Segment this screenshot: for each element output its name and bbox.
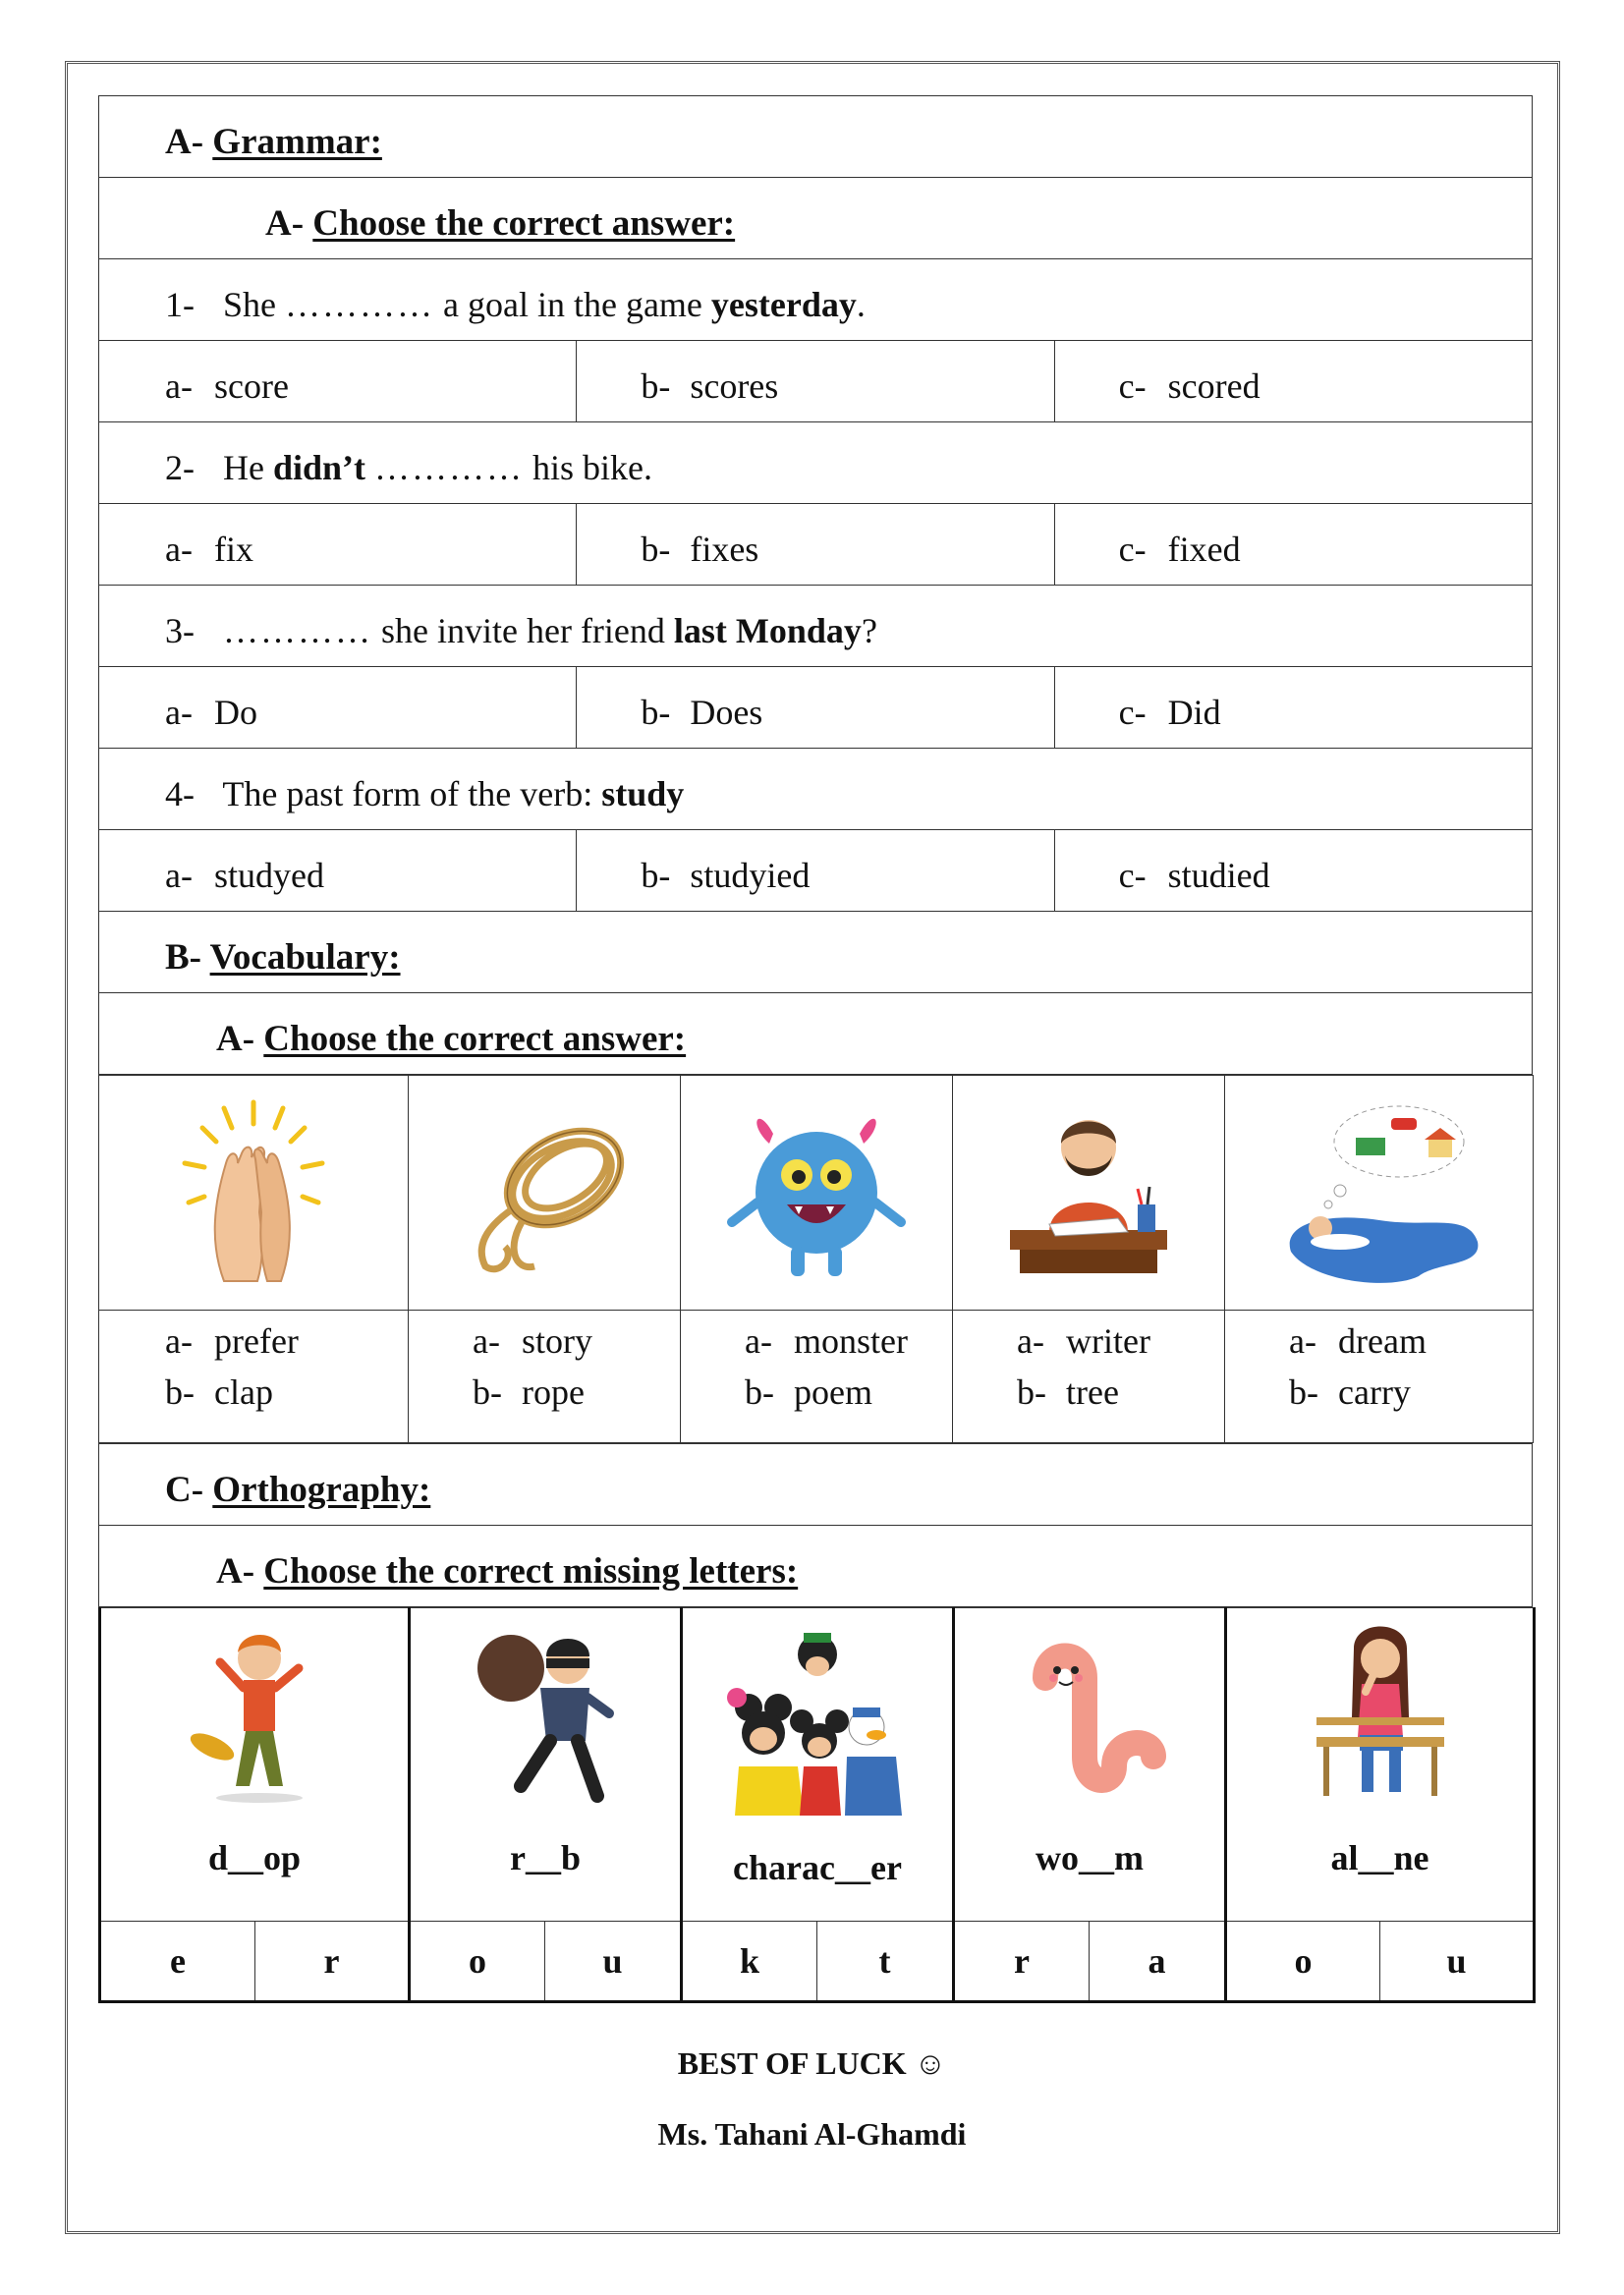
vocab-3-option-a[interactable]: a- monster xyxy=(745,1321,908,1361)
q4-option-a[interactable]: a- studyed xyxy=(165,856,324,896)
robber-icon xyxy=(462,1619,629,1816)
vocab-2-option-b[interactable]: b- rope xyxy=(473,1372,585,1412)
worm-icon xyxy=(1006,1619,1173,1816)
vocab-options-3 xyxy=(682,1312,951,1441)
vocab-1-option-a[interactable]: a- prefer xyxy=(165,1321,299,1361)
boy-dropping-icon xyxy=(171,1619,338,1816)
ortho-item-1 xyxy=(100,1608,410,1922)
vocab-1-option-b[interactable]: b- clap xyxy=(165,1372,273,1412)
ortho-word-3: charac__er xyxy=(733,1848,902,1887)
q4-option-c[interactable]: c- studied xyxy=(1118,856,1270,896)
ortho-item-2 xyxy=(410,1608,682,1922)
vocab-options-1 xyxy=(100,1312,407,1441)
ortho-1-choice-2[interactable]: r xyxy=(255,1922,410,2002)
best-of-luck: BEST OF LUCK ☺ xyxy=(677,2045,947,2081)
question-4: 4- The past form of the verb: study xyxy=(165,774,685,814)
ortho-2-choice-1[interactable]: o xyxy=(410,1922,545,2002)
dream-icon xyxy=(1271,1094,1487,1291)
girl-alone-icon xyxy=(1297,1619,1464,1816)
ortho-4-choice-1[interactable]: r xyxy=(954,1922,1090,2002)
q3-option-c[interactable]: c- Did xyxy=(1118,693,1221,733)
q2-option-a[interactable]: a- fix xyxy=(165,530,253,570)
smiley-icon: ☺ xyxy=(914,2045,947,2081)
orthography-heading: C- Orthography: xyxy=(165,1469,431,1510)
ortho-5-choice-1[interactable]: o xyxy=(1226,1922,1380,2002)
vocab-options-4 xyxy=(954,1312,1223,1441)
vocab-picture-rope xyxy=(409,1076,681,1311)
vocabulary-subheading: A- Choose the correct answer: xyxy=(216,1018,687,1059)
ortho-item-3 xyxy=(682,1608,954,1922)
question-3: 3- ………… she invite her friend last Monday? xyxy=(165,611,877,651)
question-2: 2- He didn’t ………… his bike. xyxy=(165,448,653,488)
vocab-3-option-b[interactable]: b- poem xyxy=(745,1372,872,1412)
ortho-word-2: r__b xyxy=(510,1838,581,1877)
ortho-4-choice-2[interactable]: a xyxy=(1090,1922,1226,2002)
q3-option-b[interactable]: b- Does xyxy=(641,693,763,733)
q3-option-a[interactable]: a- Do xyxy=(165,693,257,733)
question-1: 1- She ………… a goal in the game yesterday. xyxy=(165,285,866,325)
ortho-word-5: al__ne xyxy=(1330,1838,1429,1877)
monster-icon xyxy=(718,1094,915,1291)
writer-icon xyxy=(990,1094,1187,1291)
ortho-item-5 xyxy=(1226,1608,1535,1922)
cartoon-characters-icon xyxy=(709,1619,925,1825)
ortho-item-4 xyxy=(954,1608,1226,1922)
vocab-picture-dream xyxy=(1225,1076,1534,1311)
orthography-subheading: A- Choose the correct missing letters: xyxy=(216,1550,799,1592)
grammar-subheading: A- Choose the correct answer: xyxy=(265,202,736,244)
q1-option-a[interactable]: a- score xyxy=(165,366,289,407)
worksheet xyxy=(98,95,1533,2003)
q1-option-c[interactable]: c- scored xyxy=(1118,366,1260,407)
vocab-options-2 xyxy=(410,1312,679,1441)
ortho-word-1: d__op xyxy=(207,1838,302,1877)
grammar-heading: A- Grammar: xyxy=(165,121,382,162)
vocab-options-5 xyxy=(1226,1312,1532,1441)
rope-icon xyxy=(446,1099,643,1286)
ortho-5-choice-2[interactable]: u xyxy=(1380,1922,1535,2002)
q2-option-c[interactable]: c- fixed xyxy=(1118,530,1241,570)
vocab-5-option-b[interactable]: b- carry xyxy=(1289,1372,1411,1412)
ortho-word-4: wo__m xyxy=(1036,1838,1144,1877)
vocabulary-heading: B- Vocabulary: xyxy=(165,936,401,978)
clapping-hands-icon xyxy=(165,1094,342,1291)
vocab-picture-monster xyxy=(681,1076,953,1311)
vocab-5-option-a[interactable]: a- dream xyxy=(1289,1321,1427,1361)
q2-option-b[interactable]: b- fixes xyxy=(641,530,759,570)
teacher-name: Ms. Tahani Al-Ghamdi xyxy=(657,2116,967,2152)
ortho-2-choice-2[interactable]: u xyxy=(545,1922,682,2002)
vocab-2-option-a[interactable]: a- story xyxy=(473,1321,592,1361)
ortho-3-choice-2[interactable]: t xyxy=(817,1922,954,2002)
vocab-4-option-b[interactable]: b- tree xyxy=(1017,1372,1119,1412)
ortho-3-choice-1[interactable]: k xyxy=(682,1922,817,2002)
q1-option-b[interactable]: b- scores xyxy=(641,366,779,407)
q4-option-b[interactable]: b- studyied xyxy=(641,856,811,896)
vocab-picture-clapping xyxy=(99,1076,409,1311)
ortho-1-choice-1[interactable]: e xyxy=(100,1922,255,2002)
vocab-4-option-a[interactable]: a- writer xyxy=(1017,1321,1150,1361)
vocab-picture-writer xyxy=(953,1076,1225,1311)
